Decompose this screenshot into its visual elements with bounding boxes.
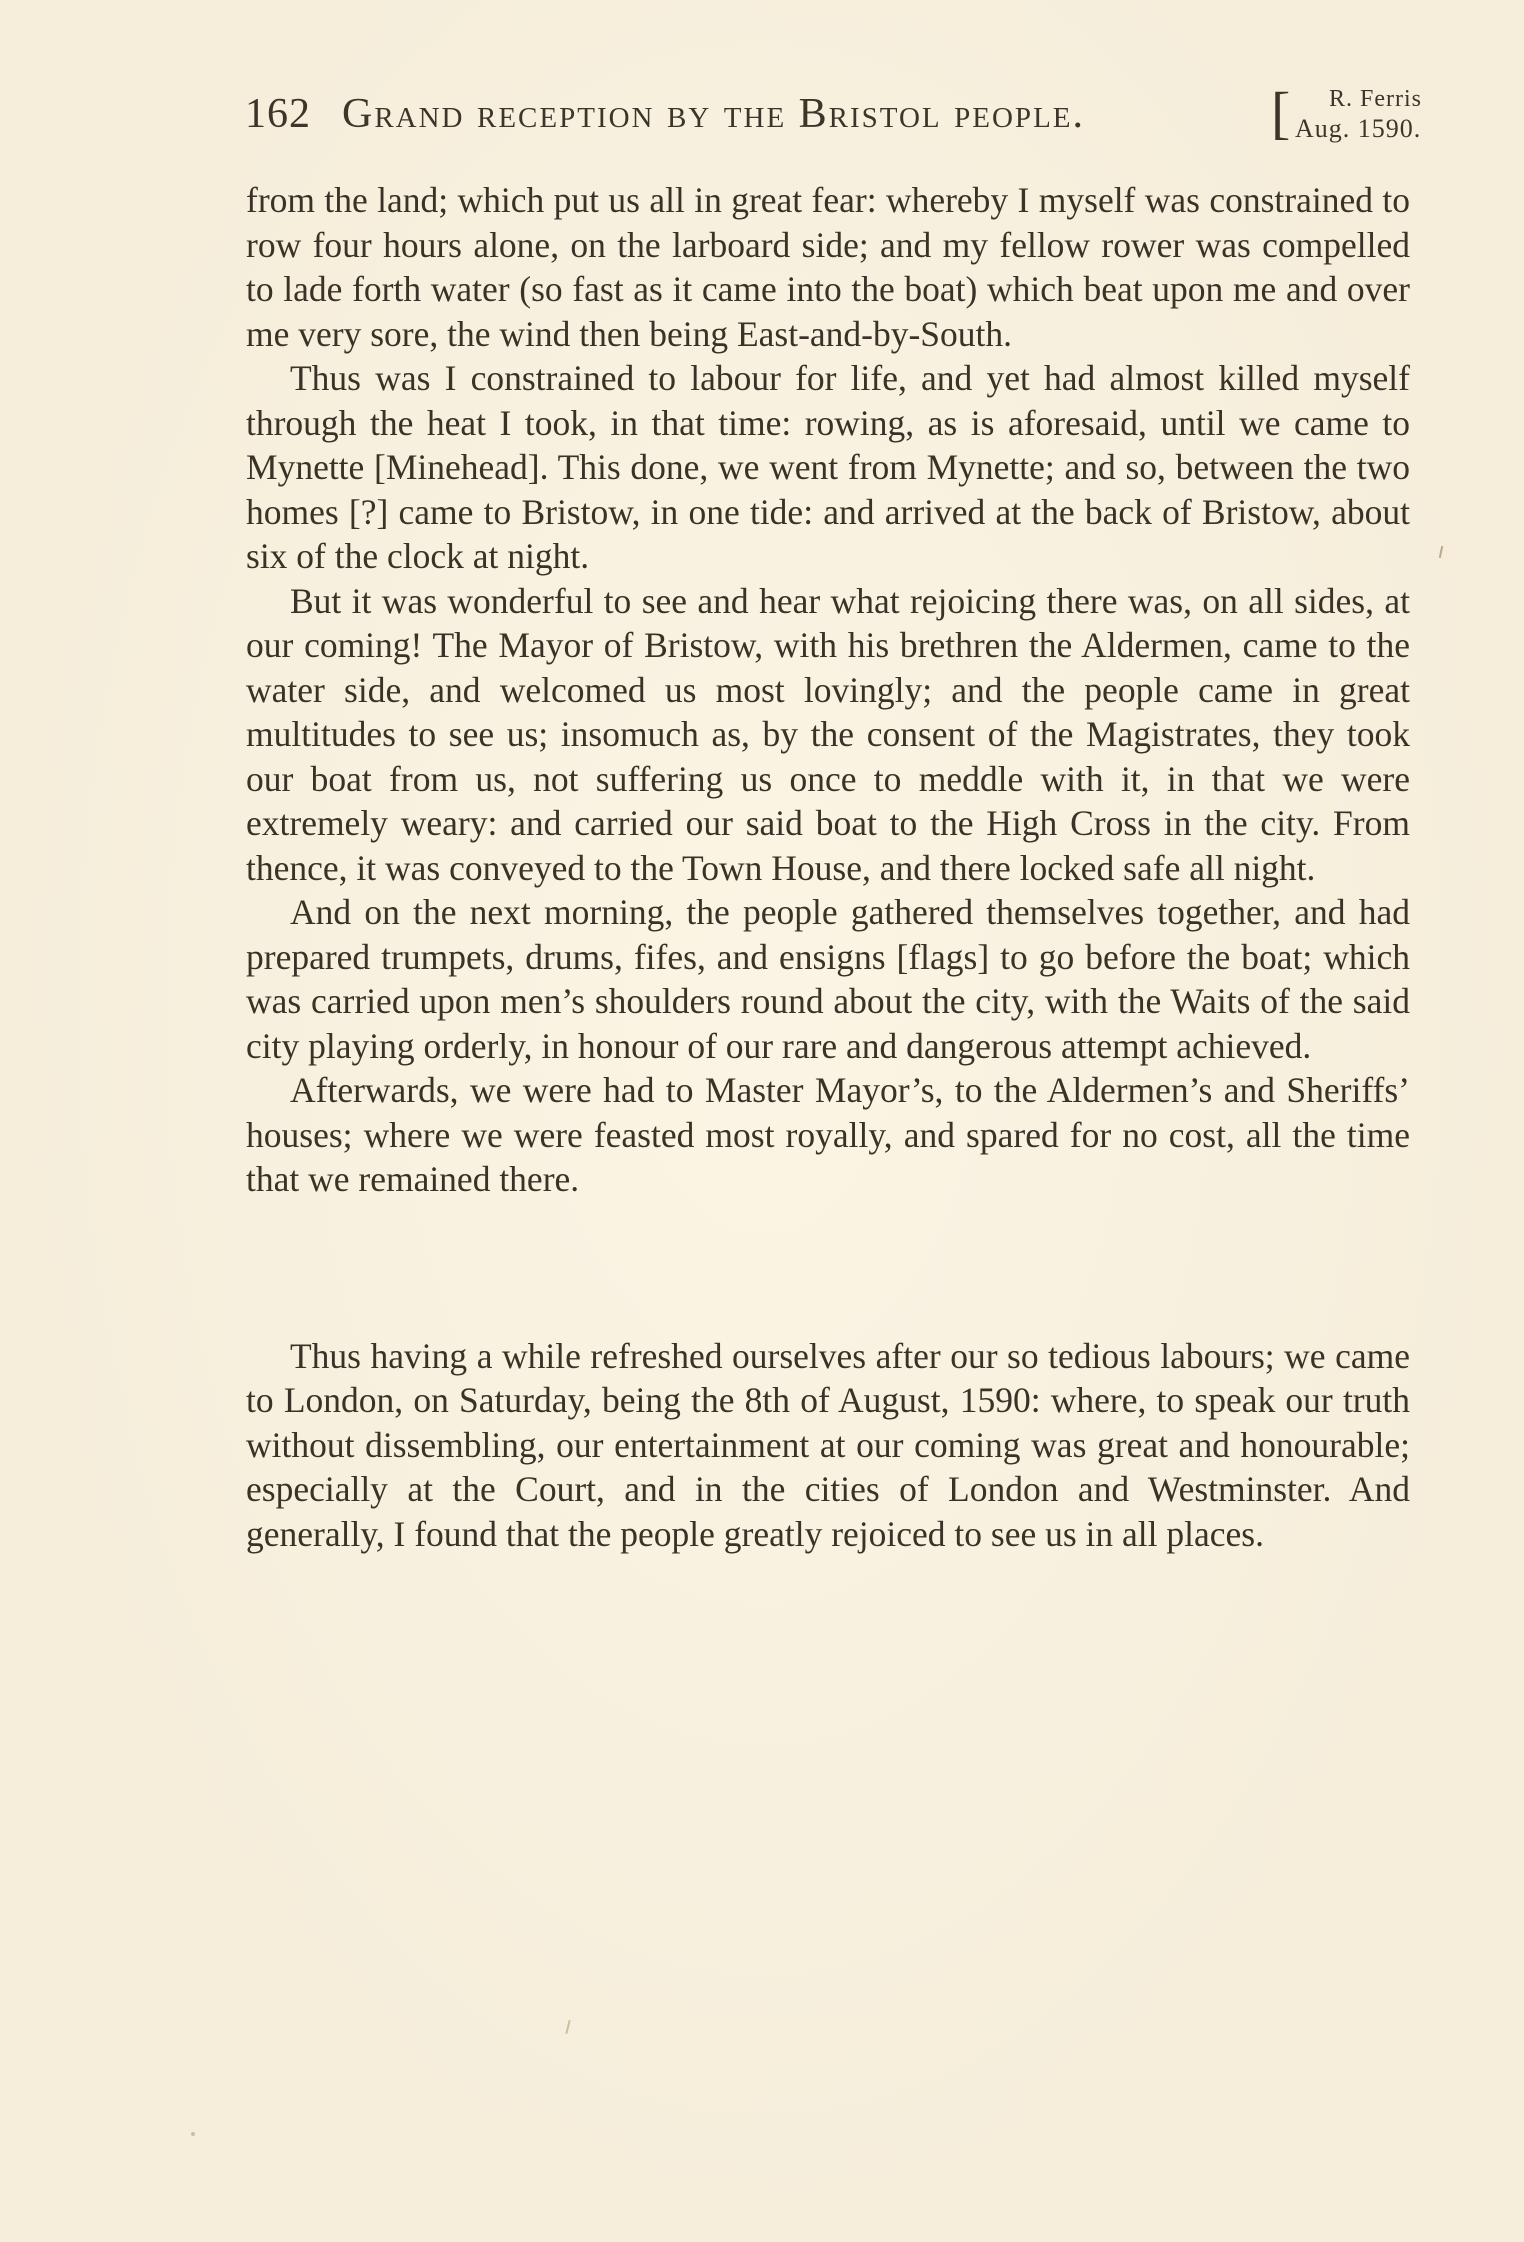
print-speck: [191, 2132, 195, 2136]
paragraph-london: Thus having a while refreshed ourselves after our so tedious labours; we came to London, on Saturday, being the 8th of August, 1590: where, to speak our truth without dissembling, our entertainment at our coming was great and honourable; especially at the Court, and in the cities of London and Westminster. And generally, I found that the people greatly rejoiced to see us in all places.: [246, 1335, 1410, 1554]
marginal-sidenote: [1271, 80, 1422, 145]
body-text: [246, 178, 1410, 1556]
sidenote-author: R. Ferris: [1329, 86, 1422, 112]
paragraph-labour-for-life: Thus was I constrained to labour for life, and yet had almost killed myself through the heat I took, in that time: rowing, as is aforesaid, until we came to Mynette [Minehead]. This done, we went from Mynette; and so, between the two homes [?] came to Bristow, in one tide: and arrived at the back of Bristow, about six of the clock at night.: [246, 358, 1410, 576]
paragraph-feasted: Afterwards, we were had to Master Mayor’s, to the Aldermen’s and Sheriffs’ houses; where we were feasted most royally, and spared for no cost, all the time that we remained there.: [246, 1070, 1410, 1199]
sidenote-bracket: [: [1271, 80, 1291, 145]
sidenote-date: Aug. 1590.: [1295, 114, 1422, 143]
paragraph-rejoicing: But it was wonderful to see and hear what rejoicing there was, on all sides, at our coming! The Mayor of Bristow, with his brethren the Aldermen, came to the water side, and welcomed us most lovingly; and the people came in great multitudes to see us; insomuch as, by the consent of the Magistrates, they took our boat from us, not suffering us once to meddle with it, in that we were extremely weary: and carried our said boat to the High Cross in the city. From thence, it was conveyed to the Town House, and there locked safe all night.: [246, 580, 1410, 888]
print-speck: [1439, 546, 1443, 558]
page-number: 162: [245, 91, 311, 137]
paragraph-next-morning: And on the next morning, the people gathered themselves together, and had prepared trumpets, drums, fifes, and ensigns [flags] to go before the boat; which was carried upon men’s shoulders round about the city, with the Waits of the said city playing orderly, in honour of our rare and dangerous attempt achieved.: [246, 892, 1410, 1066]
running-title: Grand reception by the Bristol people.: [342, 91, 1085, 137]
print-speck: [565, 2020, 570, 2034]
paragraph-continuation: from the land; which put us all in great fear: whereby I myself was constrained to row four hours alone, on the larboard side; and my fellow rower was compelled to lade forth water (so fast as it came into the boat) which beat upon me and over me very sore, the wind then being East-and-by-South.: [246, 180, 1410, 354]
running-header: [245, 80, 1422, 154]
